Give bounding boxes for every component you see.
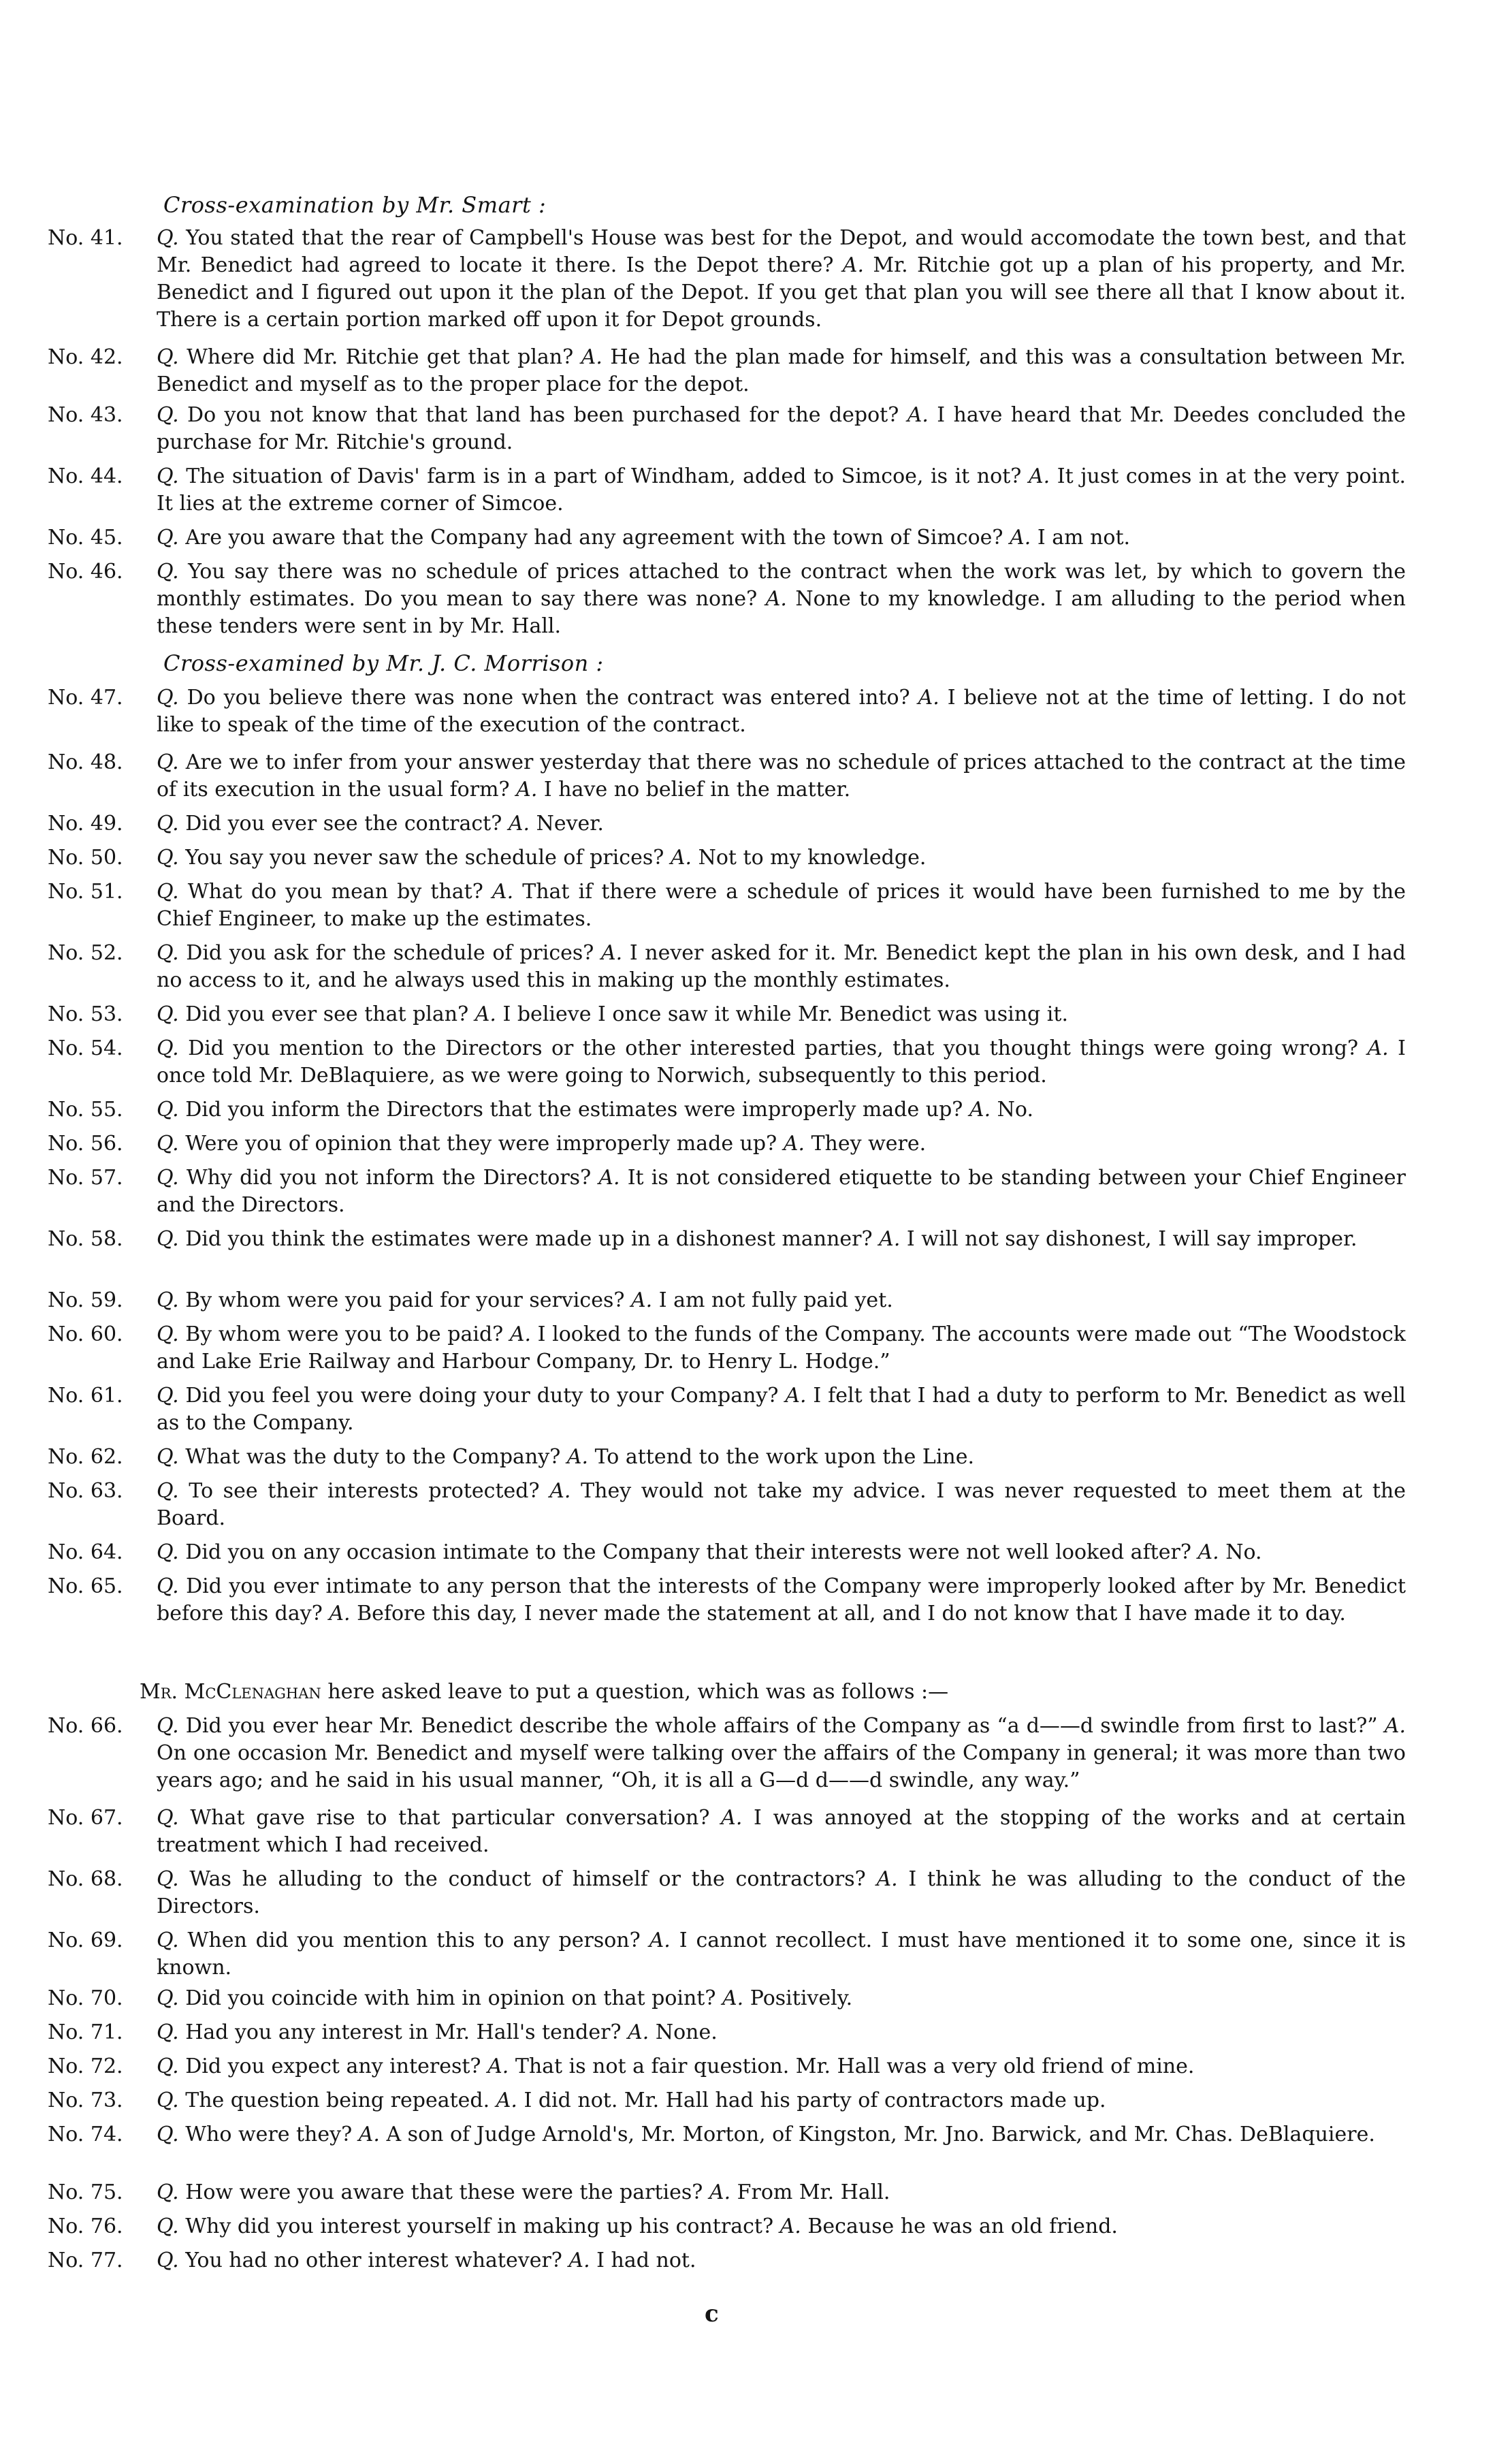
entry-number: No. 42. <box>48 345 123 369</box>
answer-text: I will not say dishonest, I will say improper. <box>906 1227 1357 1251</box>
answer-text: They were. <box>811 1132 927 1156</box>
answer-text: Before this day, I never made the statement at all, and I do not know that I have made it to day. <box>357 1602 1346 1625</box>
entry-text <box>157 2019 1406 2046</box>
entry-text <box>157 1382 1406 1437</box>
answer-label: A. <box>670 846 692 870</box>
question-label: Q. <box>157 1714 179 1738</box>
answer-text: Because he was an old friend. <box>807 2214 1118 2238</box>
question-label: Q. <box>157 1036 179 1060</box>
answer-label: A. <box>783 1132 805 1156</box>
qa-entry <box>48 1478 1406 1532</box>
answer-text: That if there were a schedule of prices it would have been furnished to me by the Chief Engineer, to make up the estimates. <box>157 880 1406 931</box>
question-label: Q. <box>157 1445 179 1469</box>
question-text: You say you never saw the schedule of prices? <box>185 846 664 870</box>
qa-entry <box>48 1001 1406 1028</box>
question-text: Did you ever see that plan? <box>185 1002 469 1026</box>
entry-number: No. 55. <box>48 1098 123 1122</box>
qa-entry <box>48 1927 1406 1982</box>
answer-label: A. <box>765 587 787 611</box>
question-text: Was he alluding to the conduct of himself or the contractors? <box>189 1867 866 1891</box>
answer-text: It just comes in at the very point. It lies at the extreme corner of Simcoe. <box>157 464 1406 515</box>
answer-label: A. <box>496 2089 517 2112</box>
entry-number: No. 44. <box>48 464 123 488</box>
answer-text: No. <box>1225 1540 1262 1564</box>
entry-text <box>157 1096 1406 1124</box>
qa-entry <box>48 1321 1406 1376</box>
entry-number: No. 68. <box>48 1867 123 1891</box>
answer-label: A. <box>581 345 602 369</box>
question-text: When did you mention this to any person? <box>187 1928 641 1952</box>
section-heading-morrison: Cross-examined by Mr. J. C. Morrison : <box>163 650 604 676</box>
answer-text: I have heard that Mr. Deedes concluded the purchase for Mr. Ritchie's ground. <box>157 403 1406 454</box>
entry-text <box>157 463 1406 518</box>
entry-number: No. 54. <box>48 1036 123 1060</box>
entry-text <box>157 1866 1406 1920</box>
entry-text <box>157 402 1406 456</box>
question-label: Q. <box>157 2054 179 2078</box>
qa-entry <box>48 1866 1406 1920</box>
answer-label: A. <box>329 1602 351 1625</box>
answer-text: None to my knowledge. I am alluding to the period when these tenders were sent in by Mr. Hall. <box>157 587 1406 638</box>
answer-label: A. <box>649 1928 671 1952</box>
question-text: Who were they? <box>185 2123 353 2146</box>
answer-label: A. <box>549 1479 571 1503</box>
entry-text <box>157 810 1406 838</box>
qa-entry <box>48 878 1406 933</box>
question-label: Q. <box>157 1384 179 1408</box>
signature-mark: c <box>705 2300 719 2328</box>
answer-label: A. <box>600 941 623 965</box>
entry-text <box>157 1287 1406 1314</box>
question-text: What was the duty to the Company? <box>185 1445 561 1469</box>
answer-text: Never. <box>536 812 604 836</box>
qa-entry <box>48 2019 1406 2046</box>
question-text: To see their interests protected? <box>189 1479 540 1503</box>
entry-number: No. 71. <box>48 2020 123 2044</box>
answer-text: I am not fully paid yet. <box>658 1288 893 1312</box>
answer-label: A. <box>779 2214 801 2238</box>
question-text: Do you believe there was none when the contract was entered into? <box>187 686 910 710</box>
question-text: Were you of opinion that they were improperly made up? <box>185 1132 777 1156</box>
answer-text: On one occasion Mr. Benedict and myself were talking over the affairs of the Company in general; it was more than two years ago; and he said in his usual manner, “Oh, it is all a G—d d——d swindle, any way.” <box>157 1741 1406 1792</box>
qa-entry <box>48 1164 1406 1219</box>
question-label: Q. <box>157 750 179 774</box>
question-label: Q. <box>157 1986 179 2010</box>
answer-label: A. <box>598 1166 620 1190</box>
qa-entry <box>48 2121 1406 2148</box>
question-text: Did you ever see the contract? <box>185 812 502 836</box>
entry-number: No. 66. <box>48 1714 123 1738</box>
qa-entry <box>48 1096 1406 1124</box>
answer-text: I am not. <box>1037 526 1131 550</box>
entry-text <box>157 524 1406 552</box>
question-label: Q. <box>157 1928 179 1952</box>
entry-number: No. 77. <box>48 2249 123 2272</box>
entry-number: No. 69. <box>48 1928 123 1952</box>
entry-number: No. 76. <box>48 2214 123 2238</box>
answer-text: Positively. <box>750 1986 853 2010</box>
answer-label: A. <box>907 403 929 427</box>
entry-text <box>157 2053 1406 2080</box>
answer-text: That is not a fair question. Mr. Hall was a very old friend of mine. <box>515 2054 1195 2078</box>
entry-number: No. 72. <box>48 2054 123 2078</box>
entry-text <box>157 1130 1406 1158</box>
qa-entry <box>48 1382 1406 1437</box>
answer-label: A. <box>918 686 939 710</box>
entry-text <box>157 1713 1406 1794</box>
question-label: Q. <box>157 1288 179 1312</box>
question-text: Did you expect any interest? <box>185 2054 481 2078</box>
answer-label: A. <box>487 2054 509 2078</box>
interjection-note <box>140 1679 1406 1706</box>
entry-text <box>157 1444 1406 1471</box>
question-label: Q. <box>157 2249 179 2272</box>
qa-entry <box>48 1985 1406 2012</box>
entry-text <box>157 1539 1406 1566</box>
question-text: You stated that the rear of Campbell's House was best for the Depot, and would accomodate the town best, and that Mr. Benedict had agreed to locate it there. Is the Depot there? <box>157 226 1406 277</box>
question-text: What gave rise to that particular conversation? <box>190 1806 710 1830</box>
answer-label: A. <box>721 1806 743 1830</box>
answer-text: I had not. <box>596 2249 696 2272</box>
entry-text <box>157 684 1406 739</box>
entry-number: No. 67. <box>48 1806 123 1830</box>
answer-text: I did not. Mr. Hall had his party of contractors made up. <box>524 2089 1106 2112</box>
qa-entry <box>48 463 1406 518</box>
entry-text <box>157 1985 1406 2012</box>
question-text: Did you mention to the Directors or the other interested parties, that you thought things were going wrong? <box>188 1036 1359 1060</box>
question-text: Did you ever hear Mr. Benedict describe the whole affairs of the Company as “a d——d swindle from first to last?” <box>185 1714 1378 1738</box>
answer-label: A. <box>722 1986 744 2010</box>
qa-entry <box>48 2247 1406 2274</box>
entry-number: No. 52. <box>48 941 123 965</box>
question-text: You say there was no schedule of prices attached to the contract when the work was let, by which to govern the monthly estimates. Do you mean to say there was none? <box>157 560 1406 611</box>
entry-number: No. 48. <box>48 750 123 774</box>
answer-text: No. <box>997 1098 1033 1122</box>
entry-number: No. 73. <box>48 2089 123 2112</box>
question-text: Are we to infer from your answer yesterday that there was no schedule of prices attached to the contract at the time of its execution in the usual form? <box>157 750 1406 801</box>
qa-entry <box>48 2087 1406 2114</box>
entry-text <box>157 940 1406 994</box>
question-label: Q. <box>157 2214 179 2238</box>
answer-text: Mr. Ritchie got up a plan of his property, and Mr. Benedict and I figured out upon it the plan of the Depot. If you get that plan you will see there all that I know about it. There is a certain portion marked off upon it for Depot grounds. <box>157 253 1406 332</box>
qa-entry <box>48 1805 1406 1859</box>
answer-text: I once told Mr. DeBlaquiere, as we were going to Norwich, subsequently to this period. <box>157 1036 1406 1087</box>
entry-text <box>157 1573 1406 1628</box>
qa-entry <box>48 225 1406 334</box>
entry-text <box>157 1927 1406 1982</box>
qa-entry <box>48 1130 1406 1158</box>
answer-text: They would not take my advice. I was never requested to meet them at the Board. <box>157 1479 1406 1530</box>
question-text: Why did you not inform the Directors? <box>186 1166 592 1190</box>
qa-entry <box>48 844 1406 872</box>
entry-number: No. 41. <box>48 226 123 250</box>
entry-number: No. 50. <box>48 846 123 870</box>
answer-label: A. <box>1010 526 1031 550</box>
entry-text <box>157 1035 1406 1090</box>
answer-text: I cannot recollect. I must have mentioned it to some one, since it is known. <box>157 1928 1406 1980</box>
qa-entry <box>48 1287 1406 1314</box>
qa-entry <box>48 810 1406 838</box>
question-label: Q. <box>157 2180 179 2204</box>
question-label: Q. <box>157 880 179 904</box>
question-text: Did you ever intimate to any person that the interests of the Company were improperly looked after by Mr. Benedict before this day? <box>157 1574 1406 1625</box>
entry-text <box>157 2121 1406 2148</box>
answer-text: I was annoyed at the stopping of the works and at certain treatment which I had received. <box>157 1806 1406 1857</box>
answer-label: A. <box>492 880 514 904</box>
qa-entry <box>48 1035 1406 1090</box>
question-label: Q. <box>157 1540 179 1564</box>
entry-number: No. 49. <box>48 812 123 836</box>
qa-entry <box>48 1226 1406 1253</box>
answer-text: Not to my knowledge. <box>698 846 927 870</box>
question-label: Q. <box>157 2020 179 2044</box>
entry-text <box>157 1226 1406 1253</box>
entry-number: No. 58. <box>48 1227 123 1251</box>
question-label: Q. <box>157 812 179 836</box>
question-text: By whom were you paid for your services? <box>185 1288 625 1312</box>
note-text: here asked leave to put a question, which was as follows :— <box>327 1680 949 1704</box>
answer-label: A. <box>709 2180 731 2204</box>
entry-number: No. 62. <box>48 1445 123 1469</box>
question-label: Q. <box>157 1574 179 1598</box>
question-text: Why did you interest yourself in making up his contract? <box>185 2214 774 2238</box>
entry-number: No. 75. <box>48 2180 123 2204</box>
qa-entry <box>48 344 1406 398</box>
entry-number: No. 56. <box>48 1132 123 1156</box>
entry-number: No. 57. <box>48 1166 123 1190</box>
question-label: Q. <box>157 226 179 250</box>
entry-text <box>157 558 1406 640</box>
question-label: Q. <box>157 2089 179 2112</box>
entry-text <box>157 878 1406 933</box>
answer-text: A son of Judge Arnold's, Mr. Morton, of Kingston, Mr. Jno. Barwick, and Mr. Chas. DeBlaquiere. <box>386 2123 1375 2146</box>
entry-number: No. 63. <box>48 1479 123 1503</box>
question-text: Did you ask for the schedule of prices? <box>186 941 594 965</box>
question-label: Q. <box>157 1479 179 1503</box>
qa-entry <box>48 524 1406 552</box>
question-text: Did you on any occasion intimate to the Company that their interests were not well looked after? <box>185 1540 1191 1564</box>
question-label: Q. <box>157 464 179 488</box>
entry-number: No. 46. <box>48 560 123 584</box>
entry-text <box>157 2213 1406 2240</box>
answer-label: A. <box>1028 464 1050 488</box>
entry-text <box>157 2087 1406 2114</box>
answer-label: A. <box>1367 1036 1389 1060</box>
entry-text <box>157 2179 1406 2206</box>
entry-number: No. 64. <box>48 1540 123 1564</box>
answer-label: A. <box>969 1098 991 1122</box>
question-label: Q. <box>157 1002 179 1026</box>
answer-text: I have no belief in the matter. <box>543 778 851 801</box>
qa-entry <box>48 2179 1406 2206</box>
question-text: Did you feel you were doing your duty to your Company? <box>185 1384 779 1408</box>
entry-text <box>157 344 1406 398</box>
question-text: You had no other interest whatever? <box>185 2249 562 2272</box>
question-label: Q. <box>157 1132 179 1156</box>
answer-label: A. <box>516 778 538 801</box>
entry-number: No. 61. <box>48 1384 123 1408</box>
answer-label: A. <box>568 2249 590 2272</box>
question-label: Q. <box>157 941 179 965</box>
entry-number: No. 74. <box>48 2123 123 2146</box>
answer-text: To attend to the work upon the Line. <box>594 1445 975 1469</box>
entry-number: No. 43. <box>48 403 123 427</box>
entry-text <box>157 1164 1406 1219</box>
entry-number: No. 47. <box>48 686 123 710</box>
entry-text <box>157 1478 1406 1532</box>
entry-text <box>157 749 1406 804</box>
answer-text: I never asked for it. Mr. Benedict kept the plan in his own desk, and I had no access to it, and he always used this in making up the monthly estimates. <box>157 941 1406 992</box>
qa-entry <box>48 1713 1406 1794</box>
question-text: Did you think the estimates were made up in a dishonest manner? <box>185 1227 873 1251</box>
answer-label: A. <box>630 1288 653 1312</box>
question-label: Q. <box>157 1322 179 1346</box>
qa-entry <box>48 940 1406 994</box>
qa-entry <box>48 558 1406 640</box>
entry-text <box>157 1001 1406 1028</box>
answer-text: I think he was alluding to the conduct of the Directors. <box>157 1867 1406 1918</box>
question-label: Q. <box>157 686 179 710</box>
entry-number: No. 59. <box>48 1288 123 1312</box>
question-label: Q. <box>157 1806 179 1830</box>
question-label: Q. <box>157 1166 179 1190</box>
entry-text <box>157 844 1406 872</box>
answer-text: From Mr. Hall. <box>737 2180 890 2204</box>
answer-text: It is not considered etiquette to be standing between your Chief Engineer and the Directors. <box>157 1166 1406 1217</box>
question-label: Q. <box>157 1867 179 1891</box>
entry-text <box>157 1805 1406 1859</box>
answer-label: A. <box>474 1002 496 1026</box>
answer-label: A. <box>628 2020 649 2044</box>
question-text: What do you mean by that? <box>187 880 483 904</box>
qa-entry <box>48 2213 1406 2240</box>
answer-label: A. <box>876 1867 898 1891</box>
entry-number: No. 51. <box>48 880 123 904</box>
answer-text: I felt that I had a duty to perform to Mr. Benedict as well as to the Company. <box>157 1384 1406 1435</box>
question-text: Do you not know that that land has been purchased for the depot? <box>187 403 899 427</box>
question-text: The question being repeated. <box>185 2089 490 2112</box>
question-text: Did you coincide with him in opinion on that point? <box>185 1986 716 2010</box>
answer-label: A. <box>566 1445 589 1469</box>
question-text: Had you any interest in Mr. Hall's tender? <box>185 2020 622 2044</box>
answer-label: A. <box>509 1322 532 1346</box>
answer-label: A. <box>785 1384 807 1408</box>
qa-entry <box>48 684 1406 739</box>
answer-text: I believe I once saw it while Mr. Benedict was using it. <box>502 1002 1068 1026</box>
answer-text: I believe not at the time of letting. I do not like to speak of the time of the execution of the contract. <box>157 686 1406 737</box>
qa-entry <box>48 2053 1406 2080</box>
question-label: Q. <box>157 1098 179 1122</box>
answer-text: He had the plan made for himself, and this was a consultation between Mr. Benedict and myself as to the proper place for the depot. <box>157 345 1406 396</box>
qa-entry <box>48 1444 1406 1471</box>
question-text: How were you aware that these were the parties? <box>185 2180 703 2204</box>
note-speaker: Mr. McClenaghan <box>140 1680 321 1704</box>
question-label: Q. <box>157 403 179 427</box>
answer-label: A. <box>879 1227 901 1251</box>
answer-label: A. <box>1384 1714 1406 1738</box>
entry-number: No. 53. <box>48 1002 123 1026</box>
entry-number: No. 65. <box>48 1574 123 1598</box>
question-text: By whom were you to be paid? <box>185 1322 504 1346</box>
answer-label: A. <box>1197 1540 1219 1564</box>
answer-label: A. <box>358 2123 380 2146</box>
question-label: Q. <box>157 846 179 870</box>
qa-entry <box>48 1539 1406 1566</box>
question-label: Q. <box>157 2123 179 2146</box>
question-label: Q. <box>157 1227 179 1251</box>
question-label: Q. <box>157 560 179 584</box>
entry-number: No. 45. <box>48 526 123 550</box>
answer-label: A. <box>842 253 864 277</box>
answer-text: I looked to the funds of the Company. The accounts were made out “The Woodstock and Lake Erie Railway and Harbour Company, Dr. to Henry L. Hodge.” <box>157 1322 1406 1374</box>
entry-text <box>157 225 1406 334</box>
question-label: Q. <box>157 526 179 550</box>
qa-entry <box>48 749 1406 804</box>
question-text: Where did Mr. Ritchie get that plan? <box>187 345 574 369</box>
entry-number: No. 70. <box>48 1986 123 2010</box>
question-label: Q. <box>157 345 179 369</box>
entry-text <box>157 1321 1406 1376</box>
question-text: The situation of Davis' farm is in a part of Windham, added to Simcoe, is it not? <box>186 464 1022 488</box>
answer-text: None. <box>655 2020 718 2044</box>
entry-text <box>157 2247 1406 2274</box>
qa-entry <box>48 1573 1406 1628</box>
entry-number: No. 60. <box>48 1322 123 1346</box>
section-heading-smart: Cross-examination by Mr. Smart : <box>163 192 547 218</box>
answer-label: A. <box>508 812 530 836</box>
question-text: Are you aware that the Company had any agreement with the town of Simcoe? <box>185 526 1003 550</box>
qa-entry <box>48 402 1406 456</box>
question-text: Did you inform the Directors that the estimates were improperly made up? <box>185 1098 963 1122</box>
